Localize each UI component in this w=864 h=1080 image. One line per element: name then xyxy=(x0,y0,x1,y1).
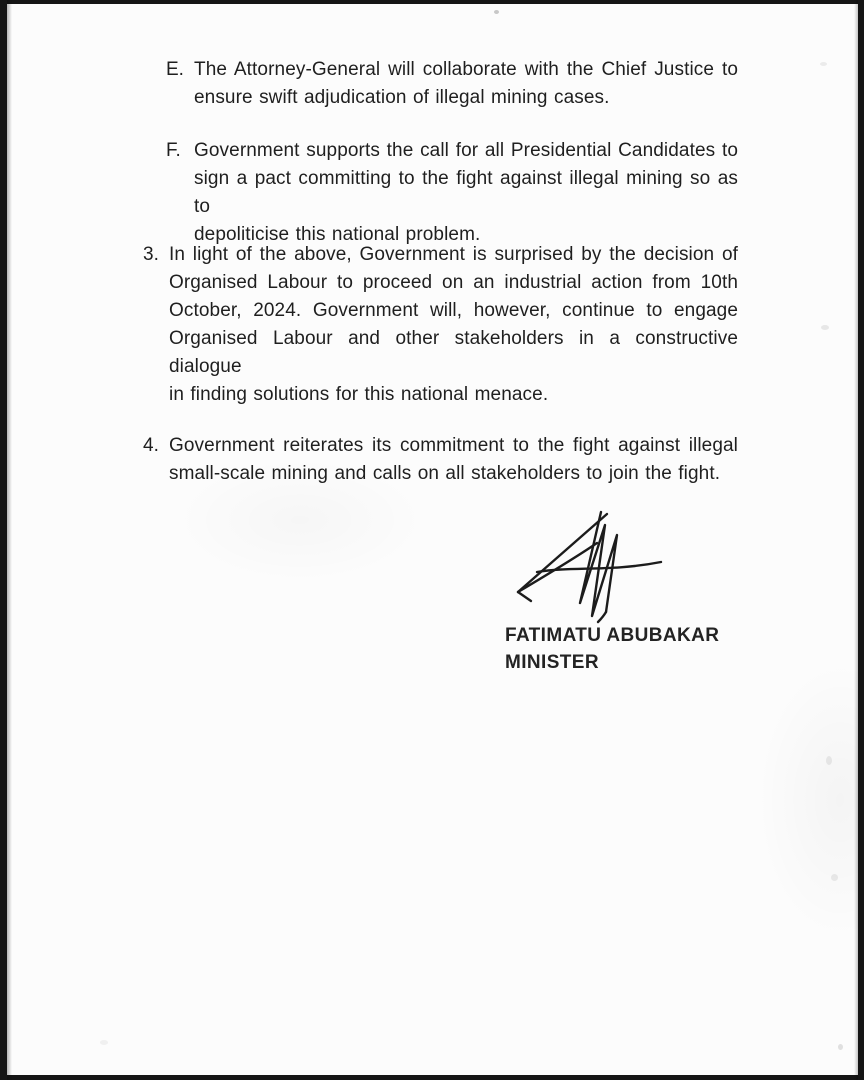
list-item-marker: F. xyxy=(166,140,181,161)
scan-smudge xyxy=(821,325,829,330)
signatory-title: MINISTER xyxy=(505,652,599,673)
scan-smudge xyxy=(100,1040,108,1045)
text-line: ensure swift adjudication of illegal mining cases. xyxy=(194,87,610,108)
list-item-text xyxy=(169,241,738,409)
numbered-list xyxy=(143,241,738,488)
list-item-text xyxy=(169,432,738,488)
scan-smudge xyxy=(831,874,838,881)
text-line: depoliticise this national problem. xyxy=(194,224,481,245)
text-line: sign a pact committing to the fight against illegal mining so as to xyxy=(194,168,738,217)
list-item xyxy=(143,241,738,409)
text-line: Government reiterates its commitment to the fight against illegal xyxy=(169,435,738,456)
text-line: October, 2024. Government will, however, continue to engage xyxy=(169,300,738,321)
signatory-name: FATIMATU ABUBAKAR xyxy=(505,625,720,646)
list-item-marker: E. xyxy=(166,59,184,80)
scan-smudge xyxy=(838,1044,843,1050)
text-line: In light of the above, Government is surprised by the decision of xyxy=(169,244,738,265)
scan-edge-bottom xyxy=(0,1075,864,1080)
text-line: The Attorney-General will collaborate with the Chief Justice to xyxy=(194,59,738,80)
scan-shadow-left xyxy=(7,0,12,1080)
text-line: small-scale mining and calls on all stakeholders to join the fight. xyxy=(169,463,721,484)
signature-scribble xyxy=(495,500,675,630)
scan-edge-top xyxy=(0,0,864,4)
scan-smudge xyxy=(826,756,832,765)
scan-edge-left xyxy=(0,0,7,1080)
scan-smudge xyxy=(820,62,827,66)
list-item-marker: 3. xyxy=(143,244,159,265)
text-line: Organised Labour to proceed on an industrial action from 10th xyxy=(169,272,738,293)
scan-edge-right xyxy=(858,0,864,1080)
list-item xyxy=(166,137,738,249)
list-item-marker: 4. xyxy=(143,435,159,456)
text-line: in finding solutions for this national menace. xyxy=(169,384,549,405)
list-item-text xyxy=(194,56,738,112)
list-item-text xyxy=(194,137,738,249)
scan-shadow-right xyxy=(854,0,858,1080)
list-item xyxy=(143,432,738,488)
text-line: Government supports the call for all Presidential Candidates to xyxy=(194,140,738,161)
scan-smudge xyxy=(494,10,499,14)
text-line: Organised Labour and other stakeholders in a constructive dialogue xyxy=(169,328,738,377)
list-item xyxy=(166,56,738,112)
lettered-list xyxy=(166,56,738,249)
